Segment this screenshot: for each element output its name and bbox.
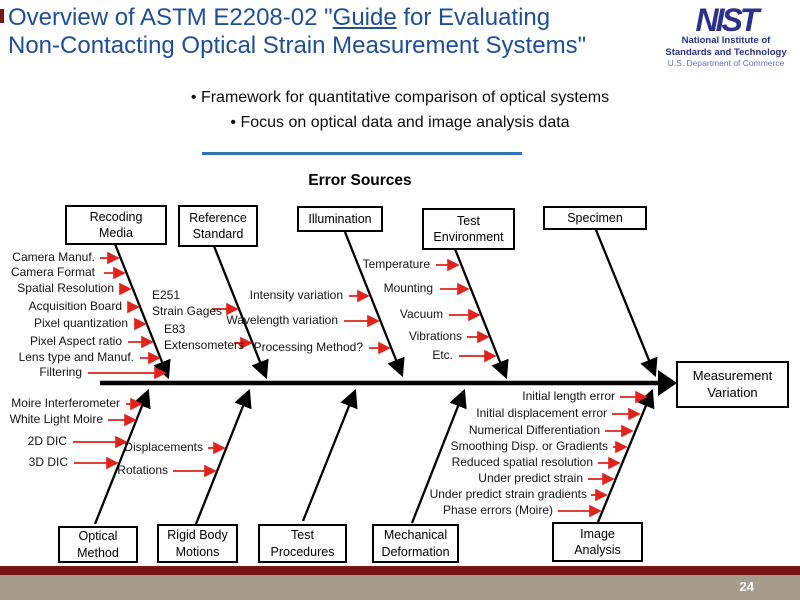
box-rigid-body-motions: Rigid Body Motions [157, 524, 238, 563]
cause-wavelength-variation: Wavelength variation [226, 313, 338, 327]
cause-phase-errors-moire: Phase errors (Moire) [442, 503, 553, 517]
box-test-procedures: Test Procedures [258, 524, 347, 563]
box-mechanical-deformation: Mechanical Deformation [372, 524, 459, 563]
diagram-heading: Error Sources [308, 172, 412, 189]
cause-under-predict-strain-gradients: Under predict strain gradients [429, 487, 587, 501]
title-post: for Evaluating [396, 4, 551, 31]
cause-intensity-variation: Intensity variation [249, 288, 343, 302]
nist-wordmark-icon: NIST [695, 2, 757, 38]
title-line2: Non-Contacting Optical Strain Measurement Systems" [8, 32, 587, 60]
cause-initial-displacement-error: Initial displacement error [476, 406, 607, 420]
box-recoding-media: Recoding Media [65, 205, 167, 245]
title-underlined-word: Guide [332, 4, 397, 31]
cause-moire-interferometer: Moire Interferometer [11, 396, 120, 410]
cause-reduced-spatial-resolution: Reduced spatial resolution [451, 455, 593, 469]
cause-vibrations: Vibrations [408, 329, 462, 343]
box-reference-standard: Reference Standard [178, 205, 258, 247]
cause-etc: Etc. [432, 348, 453, 362]
cause-pixel-quantization: Pixel quantization [33, 316, 128, 330]
cause-white-light-moire: White Light Moire [9, 412, 103, 426]
cause-processing-method: Processing Method? [253, 340, 363, 354]
title-pre: Overview of ASTM E2208-02 " [8, 4, 333, 31]
cause-lens-type: Lens type and Manuf. [18, 350, 134, 364]
box-specimen: Specimen [543, 206, 647, 230]
cause-e251-strain-gages: E251 Strain Gages [152, 288, 223, 318]
cause-mounting: Mounting [383, 281, 433, 295]
cause-camera-format: Camera Format [10, 265, 95, 279]
cause-2d-dic: 2D DIC [27, 434, 67, 448]
box-test-environment: Test Environment [422, 208, 515, 250]
cause-pixel-aspect-ratio: Pixel Aspect ratio [29, 334, 122, 348]
cause-initial-length-error: Initial length error [522, 389, 615, 403]
nist-line3: U.S. Department of Commerce [667, 57, 785, 68]
footer-maroon-bar [0, 566, 800, 575]
cause-vacuum: Vacuum [399, 307, 443, 321]
box-optical-method: Optical Method [58, 526, 138, 563]
cause-smoothing-disp: Smoothing Disp. or Gradients [450, 439, 608, 453]
nist-line1: National Institute of [681, 35, 771, 47]
cause-displacements: Displacements [124, 440, 203, 454]
box-image-analysis: Image Analysis [552, 522, 643, 562]
footer-tan-bar [0, 575, 800, 600]
nist-line2: Standards and Technology [665, 46, 787, 58]
cause-spatial-resolution: Spatial Resolution [17, 281, 114, 295]
cause-numerical-differentiation: Numerical Differentiation [468, 423, 600, 437]
page-number: 24 [739, 579, 754, 594]
cause-filtering: Filtering [39, 365, 82, 379]
cause-under-predict-strain: Under predict strain [478, 471, 583, 485]
bullet-1: • Framework for quantitative comparison of optical systems [190, 89, 610, 106]
cause-temperature: Temperature [362, 257, 430, 271]
box-measurement-variation: Measurement Variation [676, 361, 789, 408]
box-illumination: Illumination [297, 206, 383, 232]
cause-rotations: Rotations [117, 463, 168, 477]
bullet-2: • Focus on optical data and image analysis data [230, 114, 570, 131]
cause-e83-extensometers: E83 Extensometers [164, 322, 245, 352]
cause-camera-manuf: Camera Manuf. [12, 250, 95, 264]
cause-acquisition-board: Acquisition Board [28, 299, 122, 313]
cause-3d-dic: 3D DIC [28, 455, 68, 469]
